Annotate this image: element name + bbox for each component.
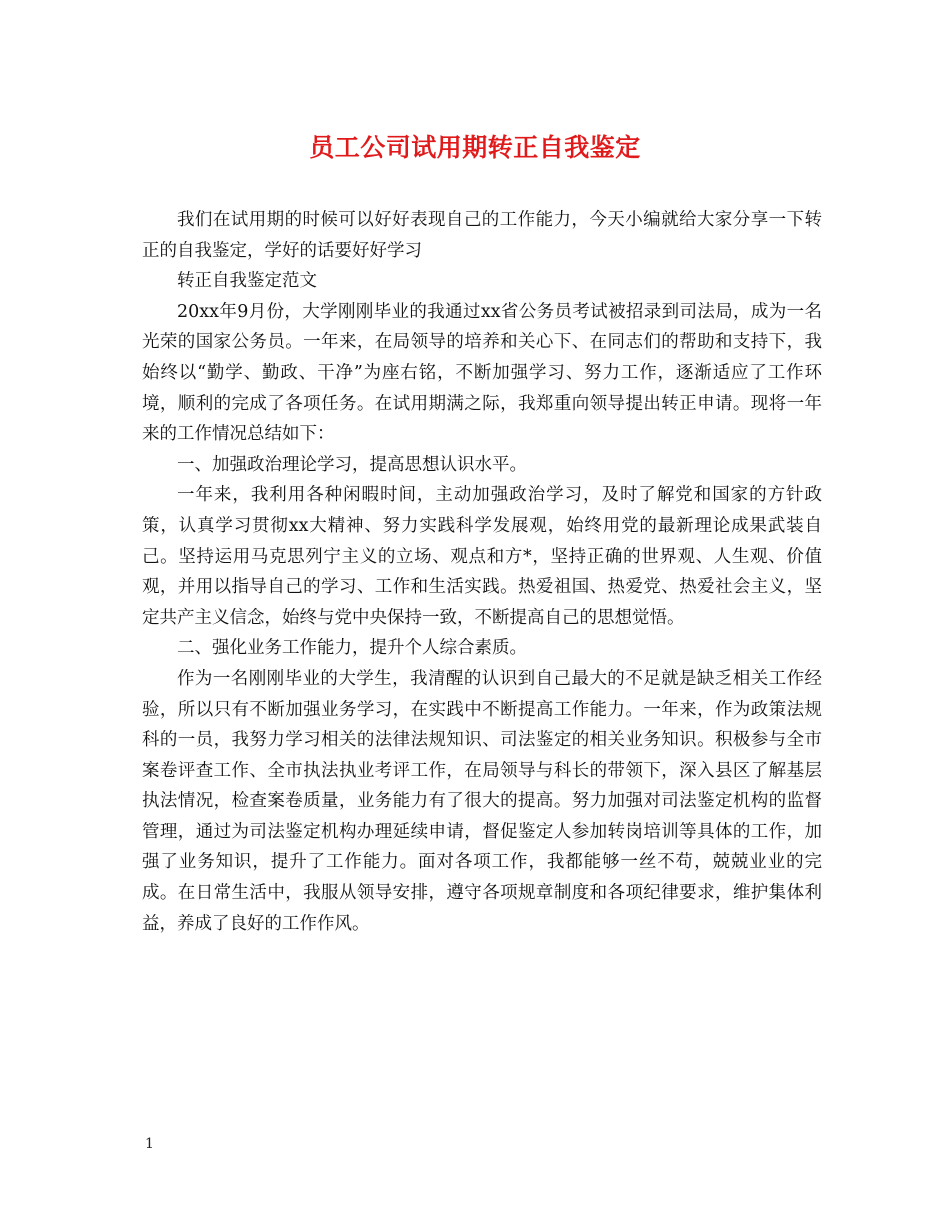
- section-heading-2: 二、强化业务工作能力，提升个人综合素质。: [177, 638, 527, 659]
- page-number: 1: [145, 1136, 154, 1152]
- body-paragraph: 一年来，我利用各种闲暇时间，主动加强政治学习，及时了解党和国家的方针政策，认真学习贯彻xx大精神、努力实践科学发展观，始终用党的最新理论成果武装自己。坚持运用马克思列宁主义的立场、观点和方*，坚持正确的世界观、人生观、价值观，并用以指导自己的学习、工作和生活实践。热爱祖国、热爱党、热爱社会主义，坚定共产主义信念，始终与党中央保持一致，不断提高自己的思想觉悟。: [142, 485, 822, 628]
- document-title: 员工公司试用期转正自我鉴定: [309, 133, 641, 162]
- body-paragraph: 20xx年9月份，大学刚刚毕业的我通过xx省公务员考试被招录到司法局，成为一名光荣的国家公务员。一年来，在局领导的培养和关心下、在同志们的帮助和支持下，我始终以“勤学、勤政、干净”为座右铭，不断加强学习、努力工作，逐渐适应了工作环境，顺利的完成了各项任务。在试用期满之际，我郑重向领导提出转正申请。现将一年来的工作情况总结如下：: [142, 301, 822, 445]
- body-paragraph: 作为一名刚刚毕业的大学生，我清醒的认识到自己最大的不足就是缺乏相关工作经验，所以只有不断加强业务学习，在实践中不断提高工作能力。一年来，作为政策法规科的一员，我努力学习相关的法律法规知识、司法鉴定的相关业务知识。积极参与全市案卷评查工作、全市执法执业考评工作，在局领导与科长的带领下，深入县区了解基层执法情况，检查案卷质量，业务能力有了很大的提高。努力加强对司法鉴定机构的监督管理，通过为司法鉴定机构办理延续申请，督促鉴定人参加转岗培训等具体的工作，加强了业务知识，提升了工作能力。面对各项工作，我都能够一丝不苟，兢兢业业的完成。在日常生活中，我服从领导安排，遵守各项规章制度和各项纪律要求，维护集体利益，养成了良好的工作作风。: [142, 668, 822, 934]
- intro-paragraph: 我们在试用期的时候可以好好表现自己的工作能力，今天小编就给大家分享一下转正的自我鉴定，学好的话要好好学习: [142, 210, 822, 261]
- sample-heading: 转正自我鉴定范文: [177, 271, 317, 292]
- document-body: [142, 205, 822, 939]
- section-heading-1: 一、加强政治理论学习，提高思想认识水平。: [177, 454, 527, 475]
